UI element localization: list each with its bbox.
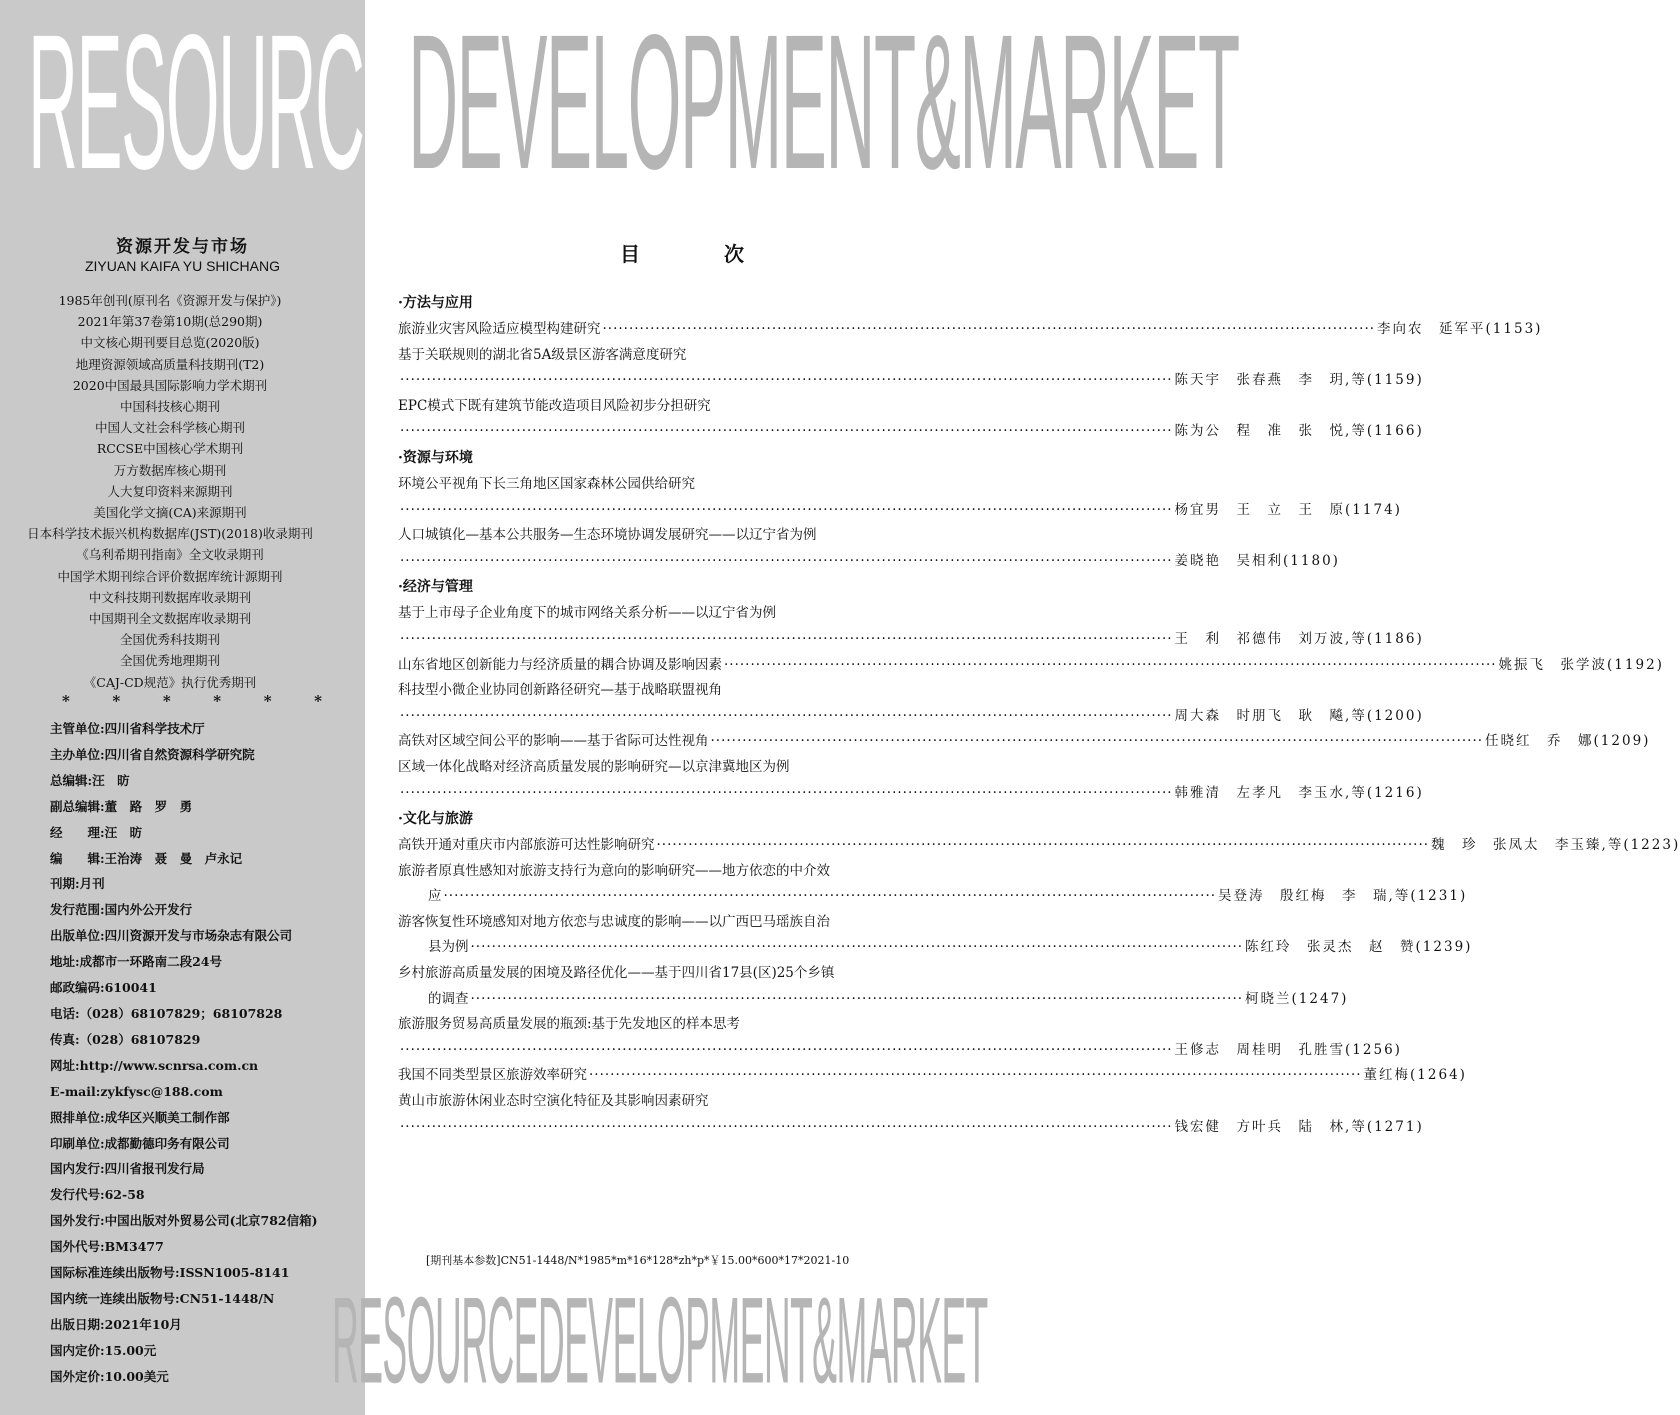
section-title: ·方法与应用 [398,295,473,311]
indexing-line: 中文科技期刊数据库收录期刊 [88,589,252,605]
article-authors-page: 柯晓兰(1247) [1245,990,1349,1007]
toc-line [398,343,996,369]
indexing-line: 2021年第37卷第10期(总290期) [77,314,263,330]
info-row: 国内统一连续出版物号:CN51-1448/N [50,1290,275,1306]
toc-entry[interactable] [398,601,1424,652]
info-row: 经 理:汪 昉 [50,824,143,840]
star-mark: * [62,692,70,710]
dot-leader [400,549,1173,575]
dot-leader [400,781,1173,807]
indexing-list [0,290,340,693]
toc-line [398,498,1402,524]
article-authors-page: 董红梅(1264) [1363,1067,1467,1084]
dot-leader [400,368,1173,394]
article-title: 县为例 [428,939,469,956]
section-title: ·经济与管理 [398,579,473,596]
article-title: 高铁开通对重庆市内部旅游可达性影响研究 [398,837,655,854]
toc-entry[interactable] [398,755,1424,806]
toc-entry[interactable] [398,394,1424,445]
article-authors-page: 陈天宇 张春燕 李 玥,等(1159) [1174,372,1424,389]
dot-leader [400,498,1173,524]
dot-leader [724,653,1497,679]
article-title: 应 [428,888,442,905]
info-row: 主管单位:四川省科学技术厅 [50,721,205,736]
article-title: 乡村旅游高质量发展的困境及路径优化——基于四川省17县(区)25个乡镇 [398,965,835,982]
article-title: 旅游者原真性感知对旅游支持行为意向的影响研究——地方依恋的中介效 [398,862,830,879]
article-authors-page: 王 利 祁德伟 刘万波,等(1186) [1174,630,1424,647]
info-row: 发行代号:62-58 [50,1187,145,1203]
toc-line [398,317,1543,343]
dot-leader [400,704,1173,730]
info-row: 印刷单位:成都勤德印务有限公司 [50,1135,230,1151]
info-row: E-mail:zykfysc@188.com [50,1083,223,1099]
indexing-line: 中国学术期刊综合评价数据库统计源期刊 [57,568,283,584]
article-authors-page: 姚振飞 张学波(1192) [1498,656,1664,673]
toc-entry[interactable] [398,653,1664,679]
toc-entry[interactable] [398,833,1680,859]
toc-line [398,935,1473,961]
toc-line [398,1012,996,1038]
article-authors-page: 杨宜男 王 立 王 原(1174) [1174,501,1402,518]
banner-text-development-market: DEVELOPMENT&MARKET [408,0,1239,210]
dot-leader [400,419,1173,445]
info-row: 编 辑:王治涛 聂 曼 卢永记 [50,850,243,866]
indexing-line: 中国科技核心期刊 [119,399,220,415]
article-authors-page: 陈为公 程 准 张 悦,等(1166) [1174,423,1424,440]
star-divider [62,692,322,710]
info-row: 邮政编码:610041 [50,980,157,996]
indexing-line: 中国期刊全文数据库收录期刊 [88,611,252,627]
article-title: 旅游业灾害风险适应模型构建研究 [398,321,601,337]
journal-parameters: [期刊基本参数]CN51-1448/N*1985*m*16*128*zh*p*￥15.00*600*17*2021-10 [426,1254,850,1267]
indexing-line: 《乌利希期刊指南》全文收录期刊 [76,547,264,563]
article-title: 基于关联规则的湖北省5A级景区游客满意度研究 [398,346,687,363]
toc-line [398,987,1349,1013]
dot-leader [603,317,1376,343]
toc-entry[interactable] [398,523,1340,574]
indexing-line: 2020中国最具国际影响力学术期刊 [72,377,268,393]
info-row: 电话:（028）68107829；68107828 [50,1005,283,1021]
toc-line [398,678,996,704]
indexing-line: 人大复印资料来源期刊 [107,483,233,499]
article-authors-page: 周大森 时朋飞 耿 飚,等(1200) [1174,707,1424,724]
star-mark: * [263,692,272,710]
indexing-line: 1985年创刊(原刊名《资源开发与保护》) [58,293,282,308]
article-authors-page: 李向农 延军平(1153) [1377,321,1543,337]
indexing-line: 全国优秀科技期刊 [119,632,220,648]
banner-text-resource: RESOURCE [28,0,409,210]
toc-line [398,419,1424,445]
article-authors-page: 钱宏健 方叶兵 陆 林,等(1271) [1174,1118,1424,1135]
info-row: 出版日期:2021年10月 [50,1316,182,1332]
indexing-line: 美国化学文摘(CA)来源期刊 [93,505,247,521]
info-row: 国外代号:BM3477 [50,1239,164,1255]
toc-line [398,472,996,498]
toc-line [398,704,1424,730]
toc-line [398,884,1468,910]
info-row: 国外定价:10.00美元 [50,1368,169,1384]
toc-entry[interactable] [398,678,1424,729]
article-title: 环境公平视角下长三角地区国家森林公园供给研究 [398,475,695,492]
info-row: 网址:http://www.scnrsa.com.cn [50,1057,259,1073]
star-mark: * [213,692,222,710]
indexing-line: 地理资源领域高质量科技期刊(T2) [75,356,265,372]
toc-line [398,1063,1467,1089]
dot-leader [471,987,1244,1013]
star-mark: * [112,692,121,710]
article-authors-page: 吴登涛 殷红梅 李 瑞,等(1231) [1218,888,1468,905]
section-title: ·资源与环境 [398,449,473,466]
info-row: 主办单位:四川省自然资源科学研究院 [50,746,255,762]
info-row: 国内定价:15.00元 [50,1342,157,1358]
article-title: 山东省地区创新能力与经济质量的耦合协调及影响因素 [398,656,722,673]
indexing-line: 日本科学技术振兴机构数据库(JST)(2018)收录期刊 [27,526,313,542]
dot-leader [471,935,1244,961]
toc-line [398,910,996,936]
indexing-line: 中文核心期刊要目总览(2020版) [80,335,260,351]
toc-heading: 目 次 [620,242,776,266]
toc-entry[interactable] [398,859,1468,910]
article-title: 我国不同类型景区旅游效率研究 [398,1067,587,1084]
dot-leader [657,833,1430,859]
toc-entry[interactable] [398,1089,1424,1140]
toc-entry[interactable] [398,317,1543,343]
indexing-line: 中国人文社会科学核心期刊 [94,420,245,436]
info-row: 出版单位:四川资源开发与市场杂志有限公司 [50,928,293,944]
article-title: 旅游服务贸易高质量发展的瓶颈:基于先发地区的样本思考 [398,1016,741,1033]
info-row: 副总编辑:董 路 罗 勇 [50,798,193,814]
indexing-line: 全国优秀地理期刊 [119,653,220,669]
star-mark: * [162,692,171,710]
toc-entry[interactable] [398,961,1349,1012]
magazine-pinyin: ZIYUAN KAIFA YU SHICHANG [84,258,280,274]
toc-line [398,549,1340,575]
info-row: 照排单位:成华区兴顺美工制作部 [50,1109,230,1125]
info-row: 总编辑:汪 昉 [50,772,130,788]
indexing-line: RCCSE中国核心学术期刊 [96,441,244,457]
toc-entry[interactable] [398,910,1473,961]
info-row: 传真:（028）68107829 [50,1031,201,1047]
article-title: EPC模式下既有建筑节能改造项目风险初步分担研究 [398,397,711,414]
info-row: 发行范围:国内外公开发行 [50,902,193,918]
info-row: 国际标准连续出版物号:ISSN1005-8141 [50,1265,290,1281]
article-authors-page: 王修志 周桂明 孔胜雪(1256) [1174,1041,1402,1058]
toc-line [398,781,1424,807]
toc-entry[interactable] [398,472,1402,523]
toc-entry[interactable] [398,343,1424,394]
dot-leader [400,1038,1173,1064]
article-title: 基于上市母子企业角度下的城市网络关系分析——以辽宁省为例 [398,605,776,622]
article-title: 的调查 [428,990,469,1007]
info-row: 地址:成都市一环路南二段24号 [50,954,223,970]
article-authors-page: 任晓红 乔 娜(1209) [1485,733,1651,750]
info-row: 刊期:月刊 [50,876,105,892]
toc-line [398,961,996,987]
info-row: 国内发行:四川省报刊发行局 [50,1161,205,1177]
dot-leader [400,627,1173,653]
table-of-contents [398,290,1680,1140]
article-title: 区域一体化战略对经济高质量发展的影响研究—以京津冀地区为例 [398,758,790,775]
article-authors-page: 韩雅清 左孝凡 李玉水,等(1216) [1174,784,1424,801]
article-title: 高铁对区域空间公平的影响——基于省际可达性视角 [398,733,709,750]
toc-line [398,653,1664,679]
dot-leader [589,1063,1362,1089]
toc-line [398,859,996,885]
article-title: 黄山市旅游休闲业态时空演化特征及其影响因素研究 [398,1093,709,1110]
toc-line [398,523,996,549]
dot-leader [711,729,1484,755]
toc-line [398,1038,1402,1064]
article-authors-page: 姜晓艳 吴相利(1180) [1174,552,1340,569]
toc-line [398,833,1680,859]
toc-line [398,601,996,627]
article-title: 游客恢复性环境感知对地方依恋与忠诚度的影响——以广西巴马瑶族自治 [398,913,830,930]
section-title: ·文化与旅游 [398,811,473,828]
article-authors-page: 陈红玲 张灵杰 赵 赞(1239) [1245,939,1473,956]
article-authors-page: 魏 珍 张凤太 李玉臻,等(1223) [1431,837,1680,854]
toc-entry[interactable] [398,1012,1402,1063]
toc-line [398,627,1424,653]
toc-line [398,729,1651,755]
toc-line [398,1089,996,1115]
dot-leader [400,1115,1173,1141]
indexing-line: 万方数据库核心期刊 [113,462,227,478]
dot-leader [444,884,1217,910]
toc-line [398,755,996,781]
masthead-banner [28,0,1239,210]
magazine-title: 资源开发与市场 [116,237,249,257]
footer-banner: RESOURCEDEVELOPMENT&MARKET [332,1271,988,1410]
publication-info [50,716,365,1390]
toc-line [398,1115,1424,1141]
article-title: 人口城镇化—基本公共服务—生态环境协调发展研究——以辽宁省为例 [398,527,817,544]
indexing-line: 《CAJ-CD规范》执行优秀期刊 [83,674,257,690]
star-mark: * [314,692,322,710]
info-row: 国外发行:中国出版对外贸易公司(北京782信箱) [50,1213,318,1229]
toc-entry[interactable] [398,1063,1467,1089]
toc-line [398,394,996,420]
article-title: 科技型小微企业协同创新路径研究—基于战略联盟视角 [398,682,722,699]
toc-line [398,368,1424,394]
toc-entry[interactable] [398,729,1651,755]
